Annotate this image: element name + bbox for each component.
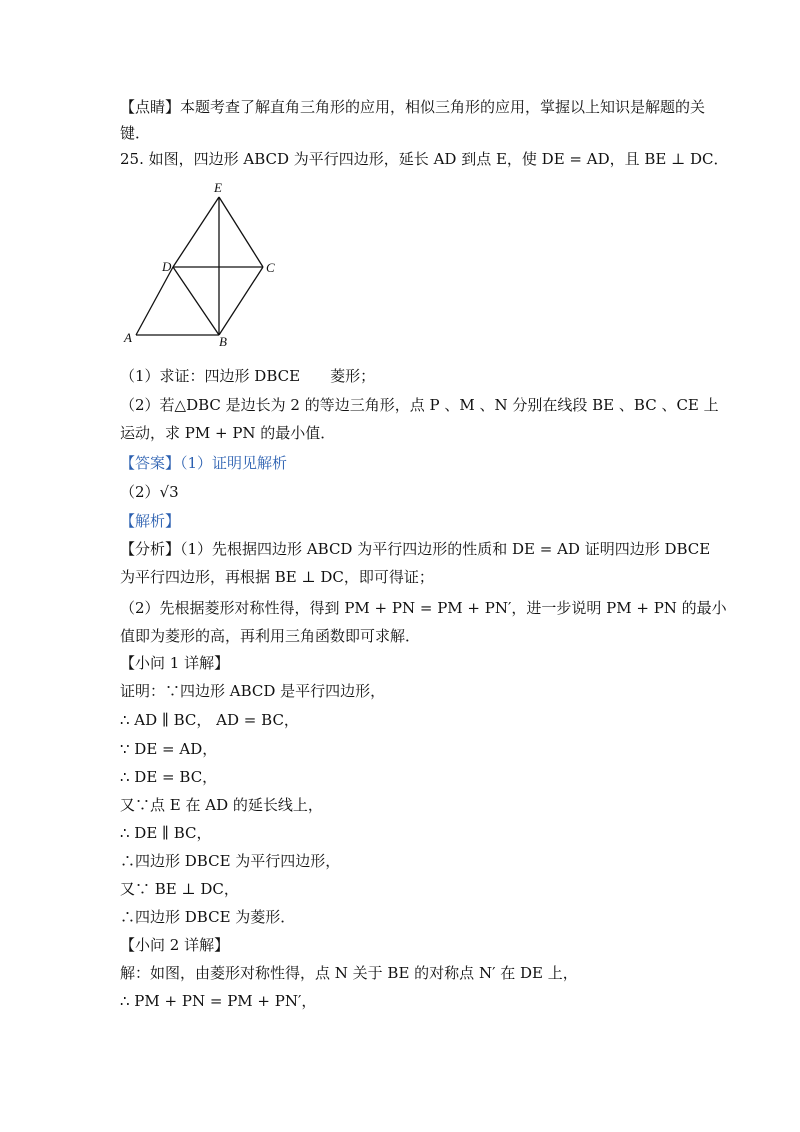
answer-1: 【答案】（1）证明见解析 [120, 454, 288, 472]
proof-line-9: ∴四边形 DBCE 为菱形． [120, 908, 296, 926]
analysis-line-1: 【分析】（1）先根据四边形 ABCD 为平行四边形的性质和 DE = AD 证明四边形 DBCE [120, 540, 711, 558]
proof-line-5: 又∵点 E 在 AD 的延长线上， [120, 796, 323, 814]
analysis-heading: 【解析】 [120, 512, 181, 530]
rhombus-figure [118, 180, 288, 350]
analysis-line-3: （2）先根据菱形对称性得，得到 PM + PN = PM + PN′，进一步说明 PM + PN 的最小 [120, 599, 727, 617]
part-2-question-cont: 运动，求 PM + PN 的最小值． [120, 424, 336, 442]
segment-DB [173, 267, 219, 335]
segment-CB [219, 267, 263, 335]
label-E: E [214, 180, 222, 195]
answer-2: （2）√3 [120, 483, 179, 501]
subquestion-2-heading: 【小问 2 详解】 [120, 936, 230, 954]
proof-line-3: ∵ DE = AD， [120, 740, 218, 758]
label-D: D [162, 259, 172, 274]
proof-line-1: 证明：∵四边形 ABCD 是平行四边形， [120, 682, 386, 700]
note-line-1: 【点睛】本题考查了解直角三角形的应用，相似三角形的应用，掌握以上知识是解题的关 [120, 98, 706, 116]
problem-statement: 25. 如图，四边形 ABCD 为平行四边形，延长 AD 到点 E，使 DE = AD，且 BE ⊥ DC． [120, 150, 729, 168]
segment-AD [136, 267, 173, 335]
solution-line-2: ∴ PM + PN = PM + PN′， [120, 992, 317, 1010]
part-1-question: （1）求证：四边形 DBCE 菱形； [120, 367, 376, 385]
subquestion-1-heading: 【小问 1 详解】 [120, 654, 230, 672]
proof-line-7: ∴四边形 DBCE 为平行四边形， [120, 852, 341, 870]
note-line-2: 键． [120, 124, 151, 142]
segment-EC [219, 197, 263, 267]
proof-line-6: ∴ DE ∥ BC， [120, 824, 212, 842]
label-C: C [266, 260, 275, 275]
proof-line-8: 又∵ BE ⊥ DC， [120, 880, 239, 898]
analysis-line-4: 值即为菱形的高，再利用三角函数即可求解． [120, 627, 421, 645]
solution-line-1: 解：如图，由菱形对称性得，点 N 关于 BE 的对称点 N′ 在 DE 上， [120, 964, 578, 982]
analysis-line-2: 为平行四边形，再根据 BE ⊥ DC，即可得证； [120, 568, 434, 586]
part-2-question: （2）若△DBC 是边长为 2 的等边三角形，点 P 、M 、N 分别在线段 BE 、BC 、CE 上 [120, 396, 719, 414]
label-B: B [219, 334, 227, 349]
proof-line-4: ∴ DE = BC， [120, 768, 218, 786]
segment-DE [173, 197, 219, 267]
label-A: A [124, 330, 132, 345]
proof-line-2: ∴ AD ∥ BC， AD = BC， [120, 711, 299, 729]
